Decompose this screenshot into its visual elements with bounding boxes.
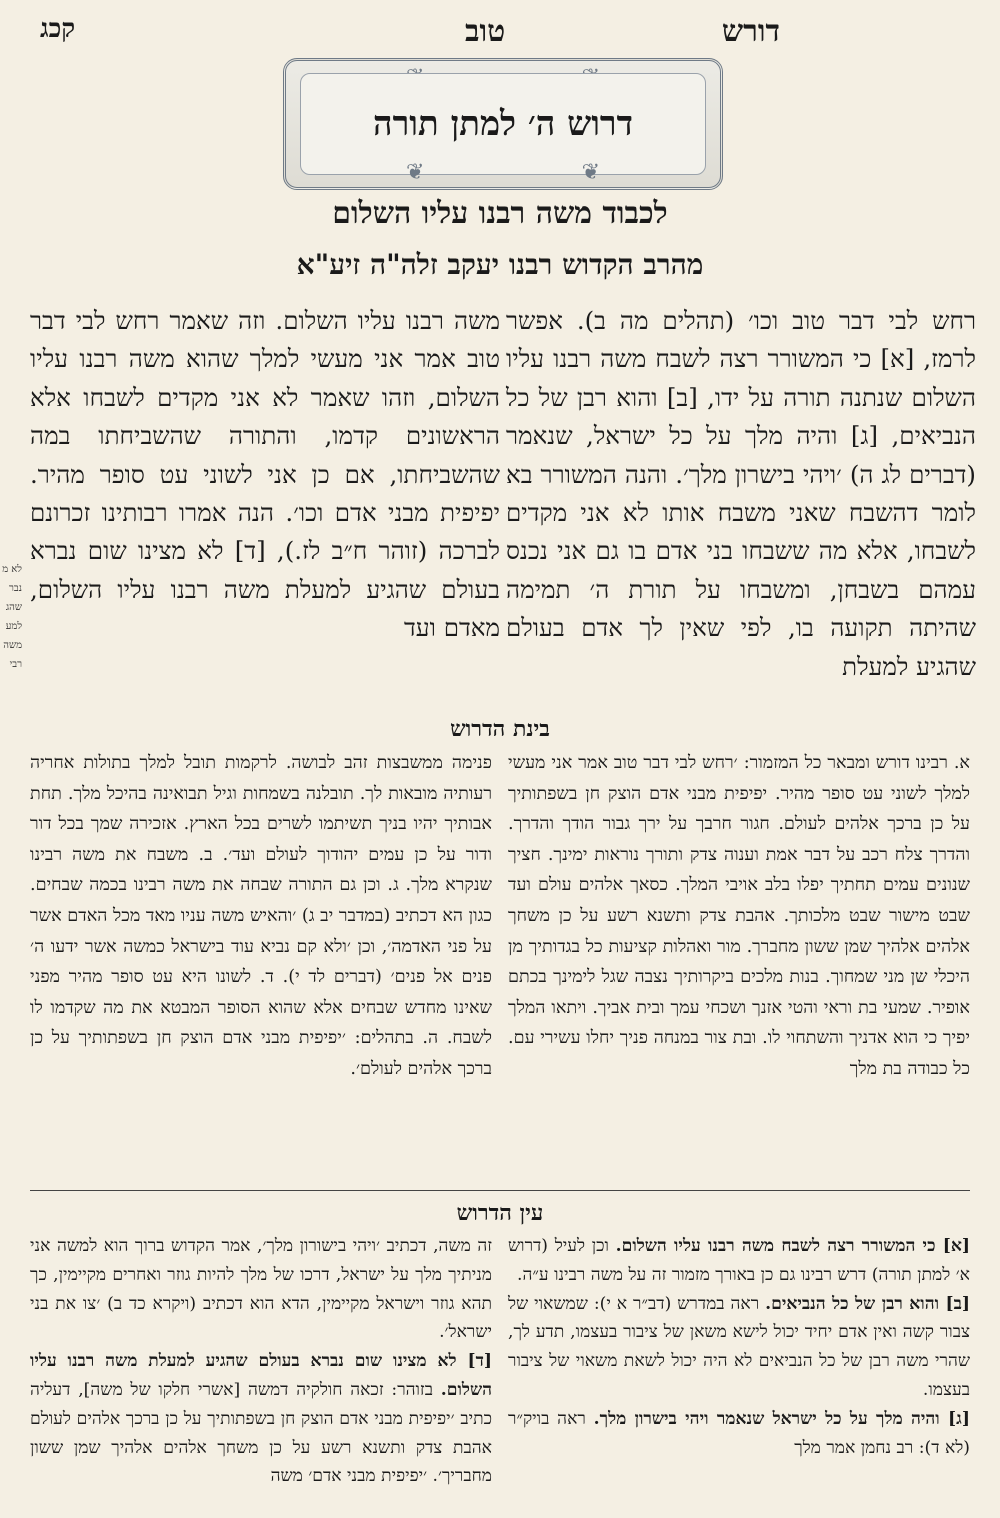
footnote-lead: [ג] והיה מלך על כל ישראל שנאמר ויהי בישרון מלך. (593, 1408, 970, 1429)
footnote-body: ראה בויק״ר (לא ד): רב נחמן אמר מלך (508, 1408, 970, 1458)
page-title: דרוש ה׳ למתן תורה (373, 104, 633, 144)
binat-right-column: א. רבינו דורש ומבאר כל המזמור: ׳רחש לבי דבר טוב אמר אני מעשי למלך לשוני עט סופר מהיר. יפיפית מבני אדם הוצק חן בשפתותיך על כן ברכך אלהים לעולם. חגור חרבך על ירך גבור הודך והדרך. והדרך צלח רכב על דבר אמת וענוה צדק ותורך נוראות ימינך. חציך שנונים עמים תחתיך יפלו בלב אויבי המלך. כסאך אלהים עולם ועד שבט מישור שבט מלכותך. אהבת צדק ותשנא רשע על כן משחך אלהים אלהיך שמן ששון מחברך. מור ואהלות קציעות כל בגדותיך מן היכלי שן מני שמחוך. בנות מלכים ביקרותיך נצבה שגל לימינך בכתם אופיר. שמעי בת וראי והטי אזנך ושכחי עמך ובית אביך. ויתאו המלך יפיך כי הוא אדניך והשתחוי לו. ובת צור במנחה פניך יחלו עשירי עם. כל כבודה בת מלך (508, 753, 970, 1079)
running-header-right: דורש (721, 14, 780, 49)
footnote-lead: [א] כי המשורר רצה לשבח משה רבנו עליו השלום. (615, 1236, 970, 1256)
main-text-right-column: רחש לבי דבר טוב וכו׳ (תהלים מה ב). אפשר לרמז, [א] כי המשורר רצה לשבח משה רבנו עליו השלום שנתנה תורה על ידו, [ב] והוא רבן של כל הנביאים, [ג] והיה מלך על כל ישראל, שנאמר (דברים לג ה) ׳ויהי בישרון מלך׳. והנה המשורר בא לומר דהשבח שאני משבח אותו לא אני מקדים לשבחו, אלא מה ששבחו בני אדם בו גם אני נכנס עמהם בשבחן, ומשבחו על תורת ה׳ תמימה שהיתה תקועה בו, לפי שאין לך אדם בעולם שהגיע למעלת (506, 306, 976, 681)
footnote-lead: [ד] לא מצינו שום נברא בעולם שהגיע למעלת משה רבנו עליו השלום. (30, 1351, 492, 1400)
footnote-body: ראה במדרש (דב״ר א י): שמשאוי של צבור קשה ואין אדם יחיד יכול לישא משאן של ציבור בעצמו, תדע לך, שהרי משה רבן של כל הנביאים לא היה יכול לשאת משאוי של ציבור בעצמו. (508, 1293, 970, 1400)
section-divider (30, 1190, 970, 1191)
margin-note: לא מ נבר שהג למע משה רבי (2, 564, 22, 670)
footnote-body: וכן לעיל (דרוש א׳ למתן תורה) דרש רבינו גם כן באורך מזמור זה על משה רבינו ע״ה. (508, 1236, 970, 1285)
ornament-icon: ❦ (581, 160, 600, 185)
binat-left-column: פנימה ממשבצות זהב לבושה. לרקמות תובל למלך בתולות אחריה רעותיה מובאות לך. תובלנה בשמחות וגיל תבואינה בהיכל מלך. תחת אבותיך יהיו בניך תשיתמו לשרים בכל הארץ. אזכירה שמך בכל דור ודור על כן עמים יהודוך לעולם ועד׳. ב. משבח את משה רבינו שנקרא מלך. ג. וכן גם התורה שבחה את משה רבינו בכמה שבחים. כגון הא דכתיב (במדבר יב ג) ׳והאיש משה עניו מאד מכל האדם אשר על פני האדמה׳, וכן ׳ולא קם נביא עוד בישראל כמשה אשר ידעו ה׳ פנים אל פנים׳ (דברים לד י). ד. לשונו היא עט סופר מהיר מפני שאינו מחדש שבחים אלא שהוא הסופר המבטא את מה שקדמו לו לשבח. ה. בתהלים: ׳יפיפית מבני אדם הוצק חן בשפתותיך על כן ברכך אלהים לעולם׳. (30, 753, 492, 1079)
main-text-left-column: משה רבנו עליו השלום. וזה שאמר רחש לבי דבר טוב אמר אני מעשי למלך שהוא משה רבנו עליו השלום, וזהו שאמר לא אני מקדים לשבחו אלא הראשונים קדמו, והתורה שהשביחתו במה שהשביחתו, אם כן אני לשוני עט סופר מהיר. יפיפית מבני אדם וכו׳. הנה אמרו רבותינו זכרונם לברכה (זוהר ח״ב לז.), [ד] לא מצינו שום נברא בעולם שהגיע למעלת משה רבנו עליו השלום, מאדם ועד (30, 306, 500, 643)
author-line: מהרב הקדוש רבנו יעקב זלה"ה זיע"א (296, 248, 704, 281)
footnote-body: בזוהר: זכאה חולקיה דמשה [אשרי חלקו של משה], דעליה כתיב ׳יפיפית מבני אדם הוצק חן בשפתותיך על כן ברכך אלהים לעולם אהבת צדק ותשנא רשע על כן משחך אלהים אלהיך שמן ששון מחבריך׳. ׳יפיפית מבני אדם׳ משה (30, 1379, 492, 1487)
page-number: קכג (40, 14, 76, 44)
section-heading-binat: בינת הדרוש (450, 716, 550, 742)
ein-left-column (30, 1232, 492, 1491)
ornament-icon: ❦ (406, 160, 425, 185)
title-frame (283, 58, 723, 190)
section-heading-ein: עין הדרוש (456, 1200, 544, 1226)
title-inner-panel (300, 73, 706, 175)
ein-right-column (508, 1232, 970, 1462)
dedication-subtitle: לכבוד משה רבנו עליו השלום (332, 196, 668, 231)
footnote-body: זה משה, דכתיב ׳ויהי בישורון מלך׳, אמר הקדוש ברוך הוא למשה אני מניתיך מלך על ישראל, דרכו של מלך להיות גוזר ואחרים מקיימין, כך תהא גוזר וישראל מקיימין, הדא הוא דכתיב (ויקרא כד ב) ׳צו את בני ישראל׳. (30, 1236, 492, 1343)
running-header-center: טוב (465, 14, 506, 49)
footnote-lead: [ב] והוא רבן של כל הנביאים. (765, 1293, 970, 1314)
